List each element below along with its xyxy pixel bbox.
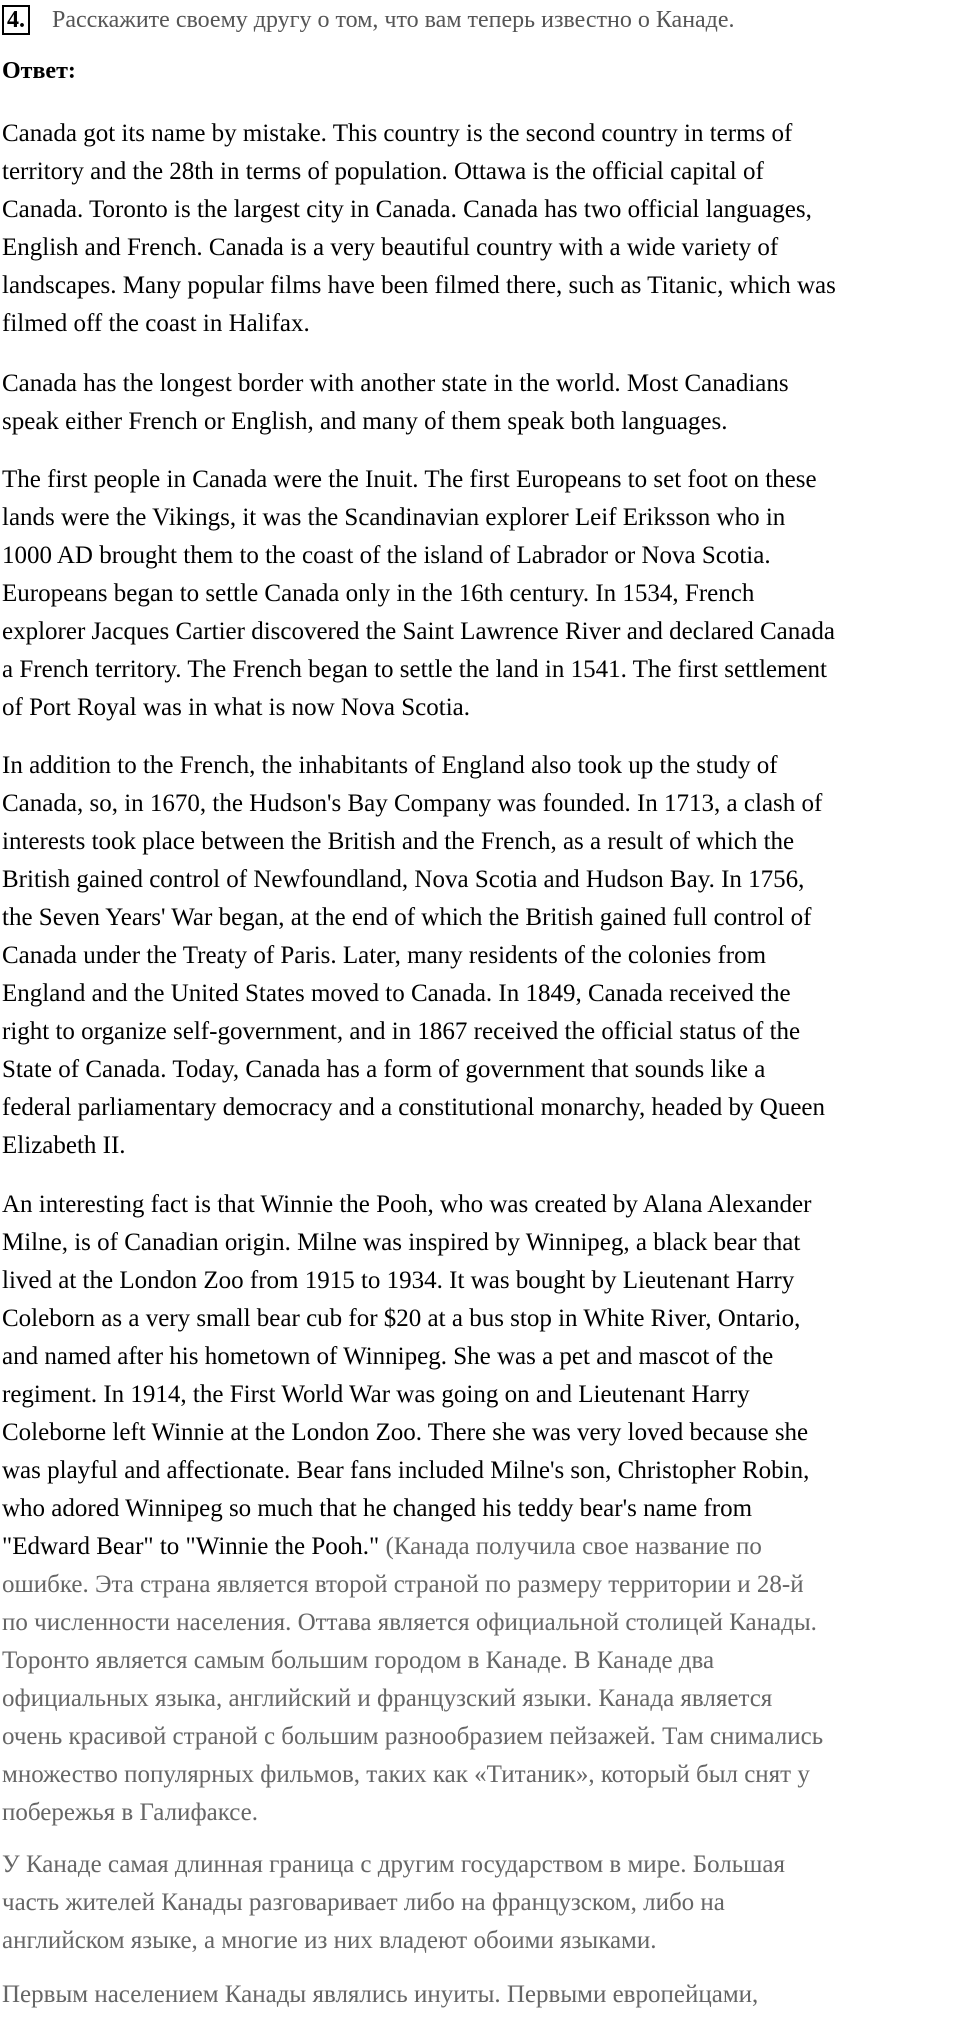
paragraph-border-languages: Canada has the longest border with another state in the world. Most Canadians speak either French or English, and many of them speak both languages.	[2, 370, 789, 435]
paragraph-winnie-the-pooh	[2, 1186, 958, 1832]
paragraph-british-history: In addition to the French, the inhabitants of England also took up the study of Canada, so, in 1670, the Hudson's Bay Company was founded. In 1713, a clash of interests took place between the British and the French, as a result of which the British gained control of Newfoundland, Nova Scotia and Hudson Bay. In 1756, the Seven Years' War began, at the end of which the British gained full control of Canada under the Treaty of Paris. Later, many residents of the colonies from England and the United States moved to Canada. In 1849, Canada received the right to organize self-government, and in 1867 received the official status of the State of Canada. Today, Canada has a form of government that sounds like a federal parliamentary democracy and a constitutional monarchy, headed by Queen Elizabeth II.	[2, 752, 826, 1159]
task-header	[2, 4, 735, 36]
translation-paragraph-history: Первым населением Канады являлись инуиты. Первыми европейцами,	[2, 1981, 759, 2008]
task-number: 4.	[2, 5, 30, 35]
paragraph-name-origin: Canada got its name by mistake. This country is the second country in terms of territory and the 28th in terms of population. Ottawa is the official capital of Canada. Toronto is the largest city in Canada. Canada has two official languages, English and French. Canada is a very beautiful country with a wide variety of landscapes. Many popular films have been filmed there, such as Titanic, which was filmed off the coast in Halifax.	[2, 120, 836, 337]
task-text: Расскажите своему другу о том, что вам теперь известно о Канаде.	[52, 6, 735, 33]
translation-start-text: (Канада получила свое название по ошибке. Эта страна является второй страной по размеру территории и 28-й по численности населения. Оттава является официальной столицей Канады. Торонто является самым большим городом в Канаде. В Канаде два официальных языка, английский и французский языки. Канада является очень красивой страной с большим разнообразием пейзажей. Там снимались множество популярных фильмов, таких как «Титаник», который был снят у побережья в Галифаксе.	[2, 1533, 824, 1826]
answer-label: Ответ:	[2, 58, 76, 84]
winnie-english-text: An interesting fact is that Winnie the Pooh, who was created by Alana Alexander Milne, is of Canadian origin. Milne was inspired by Winnipeg, a black bear that lived at the London Zoo from 1915 to 1934. It was bought by Lieutenant Harry Coleborn as a very small bear cub for $20 at a bus stop in White River, Ontario, and named after his hometown of Winnipeg. She was a pet and mascot of the regiment. In 1914, the First World War was going on and Lieutenant Harry Coleborne left Winnie at the London Zoo. There she was very loved because she was playful and affectionate. Bear fans included Milne's son, Christopher Robin, who adored Winnipeg so much that he changed his teddy bear's name from "Edward Bear" to "Winnie the Pooh."	[2, 1191, 812, 1560]
paragraph-early-history: The first people in Canada were the Inuit. The first Europeans to set foot on these lands were the Vikings, it was the Scandinavian explorer Leif Eriksson who in 1000 AD brought them to the coast of the island of Labrador or Nova Scotia. Europeans began to settle Canada only in the 16th century. In 1534, French explorer Jacques Cartier discovered the Saint Lawrence River and declared Canada a French territory. The French began to settle the land in 1541. The first settlement of Port Royal was in what is now Nova Scotia.	[2, 466, 835, 721]
translation-paragraph-border: У Канаде самая длинная граница с другим государством в мире. Большая часть жителей Канады разговаривает либо на французском, либо на английском языке, а многие из них владеют обоими языками.	[2, 1851, 785, 1954]
